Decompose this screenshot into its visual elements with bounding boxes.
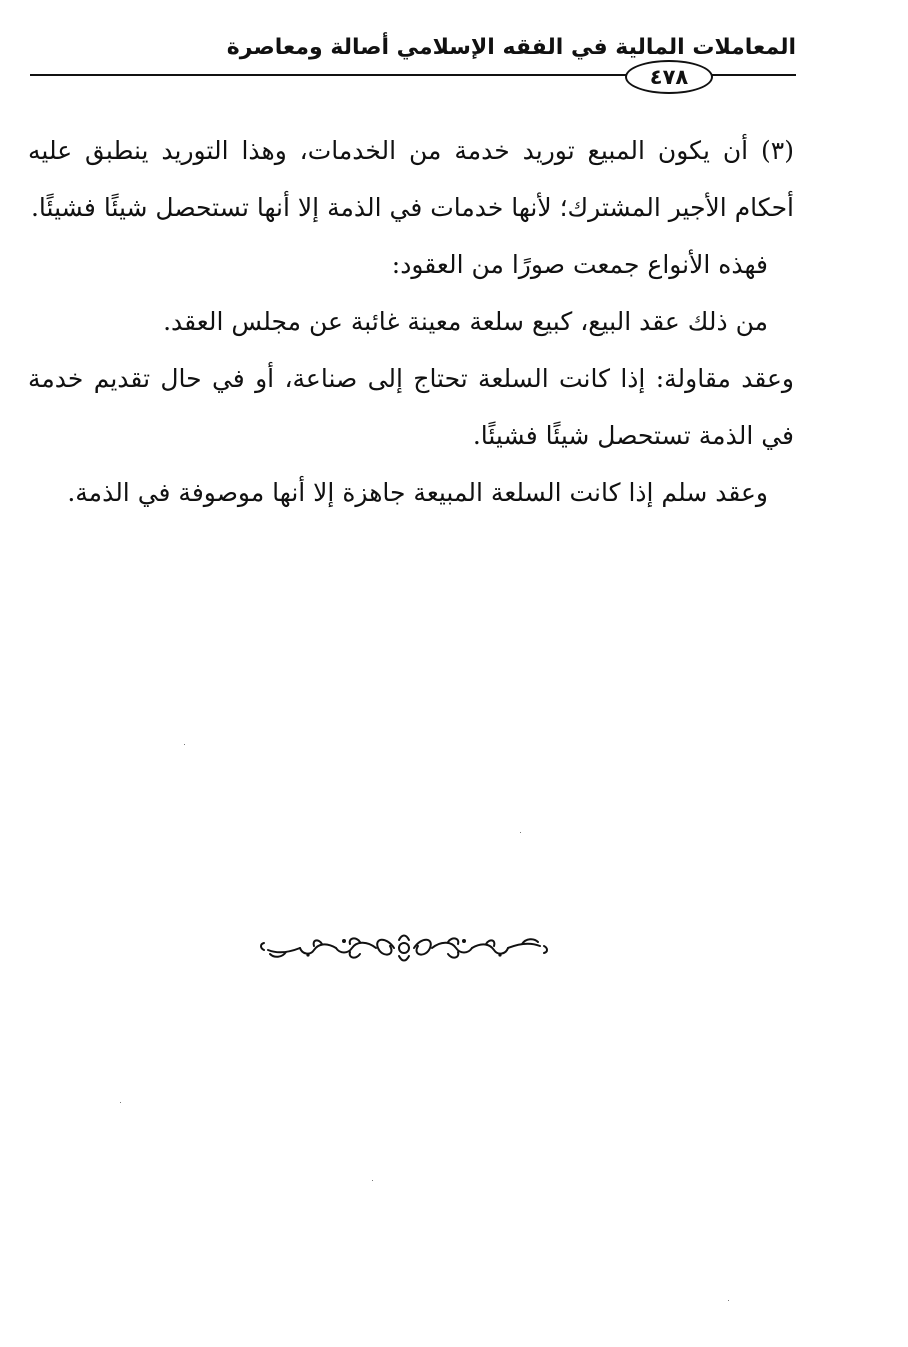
paragraph: وعقد مقاولة: إذا كانت السلعة تحتاج إلى صناعة، أو في حال تقديم خدمة في الذمة تستحصل شيئًا فشيئًا. [28, 364, 794, 450]
paper-speck [372, 1180, 373, 1181]
paper-speck [184, 744, 185, 745]
floral-divider-icon [256, 928, 552, 968]
running-title: المعاملات المالية في الفقه الإسلامي أصالة ومعاصرة [226, 35, 796, 60]
paragraph: (٣) أن يكون المبيع توريد خدمة من الخدمات، وهذا التوريد ينطبق عليه أحكام الأجير المشترك؛ لأنها خدمات في الذمة إلا أنها تستحصل شيئًا فشيئًا. [28, 136, 794, 222]
page-number: ٤٧٨ [625, 60, 713, 94]
paragraph: وعقد سلم إذا كانت السلعة المبيعة جاهزة إلا أنها موصوفة في الذمة. [67, 478, 768, 507]
paper-speck [120, 1102, 121, 1103]
paper-speck [728, 1300, 729, 1301]
paragraph: من ذلك عقد البيع، كبيع سلعة معينة غائبة عن مجلس العقد. [163, 307, 768, 336]
paper-speck [520, 832, 521, 833]
paragraph: فهذه الأنواع جمعت صورًا من العقود: [391, 250, 768, 279]
body-text [28, 122, 794, 521]
